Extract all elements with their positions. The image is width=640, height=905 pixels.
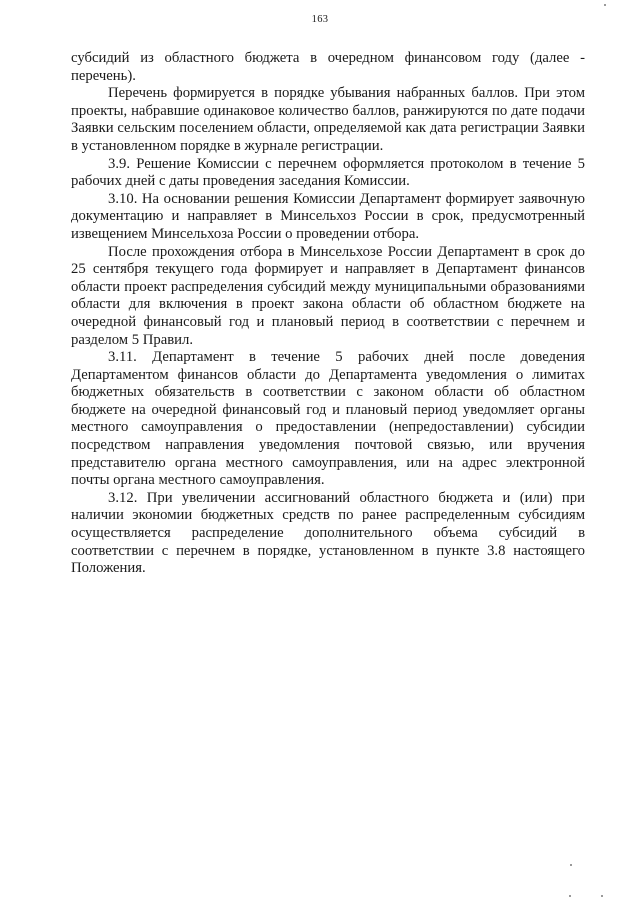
paragraph-3-11: 3.11. Департамент в течение 5 рабочих дней после доведения Департаментом финансов области до Департамента уведомления о лимитах бюджетных обязательств в соответствии с законом области об областном бюджете на очередной финансовый год и плановый период уведомляет органы местного самоуправления о предоставлении (непредоставлении) субсидии посредством направления уведомления почтовой связью, или вручения представителю органа местного самоуправления, или на адрес электронной почты органа местного самоуправления. — [71, 349, 585, 489]
paragraph-distribution: После прохождения отбора в Минсельхозе России Департамент в срок до 25 сентября текущего года формирует и направляет в Департамент финансов области проект распределения субсидий между муниципальными образованиями области для включения в проект закона области об областном бюджете на очередной финансовый год и плановый период в соответствии с перечнем и разделом 5 Правил. — [71, 243, 585, 348]
paragraph-3-12: 3.12. При увеличении ассигнований областного бюджета и (или) при наличии экономии бюджетных средств по ранее распределенным субсидиям осуществляется распределение дополнительного объема субсидий в соответствии с перечнем в порядке, установленном в пункте 3.8 настоящего Положения. — [71, 489, 585, 577]
scan-artifact-mark — [569, 895, 571, 897]
paragraph-3-9: 3.9. Решение Комиссии с перечнем оформляется протоколом в течение 5 рабочих дней с даты проведения заседания Комиссии. — [71, 155, 585, 190]
document-body — [71, 50, 585, 578]
scan-artifact-mark — [604, 4, 606, 6]
scan-artifact-mark — [601, 895, 603, 897]
page-number: 163 — [311, 14, 329, 25]
paragraph-3-10: 3.10. На основании решения Комиссии Департамент формирует заявочную документацию и направляет в Минсельхоз России в срок, предусмотренный извещением Минсельхоза России о проведении отбора. — [71, 190, 585, 242]
scan-artifact-mark — [570, 864, 572, 866]
paragraph-ranking: Перечень формируется в порядке убывания набранных баллов. При этом проекты, набравшие одинаковое количество баллов, ранжируются по дате подачи Заявки сельским поселением области, определяемой как дата регистрации Заявки в установленном порядке в журнале регистрации. — [71, 85, 585, 154]
paragraph-continuation: субсидий из областного бюджета в очередном финансовом году (далее - перечень). — [71, 50, 585, 84]
